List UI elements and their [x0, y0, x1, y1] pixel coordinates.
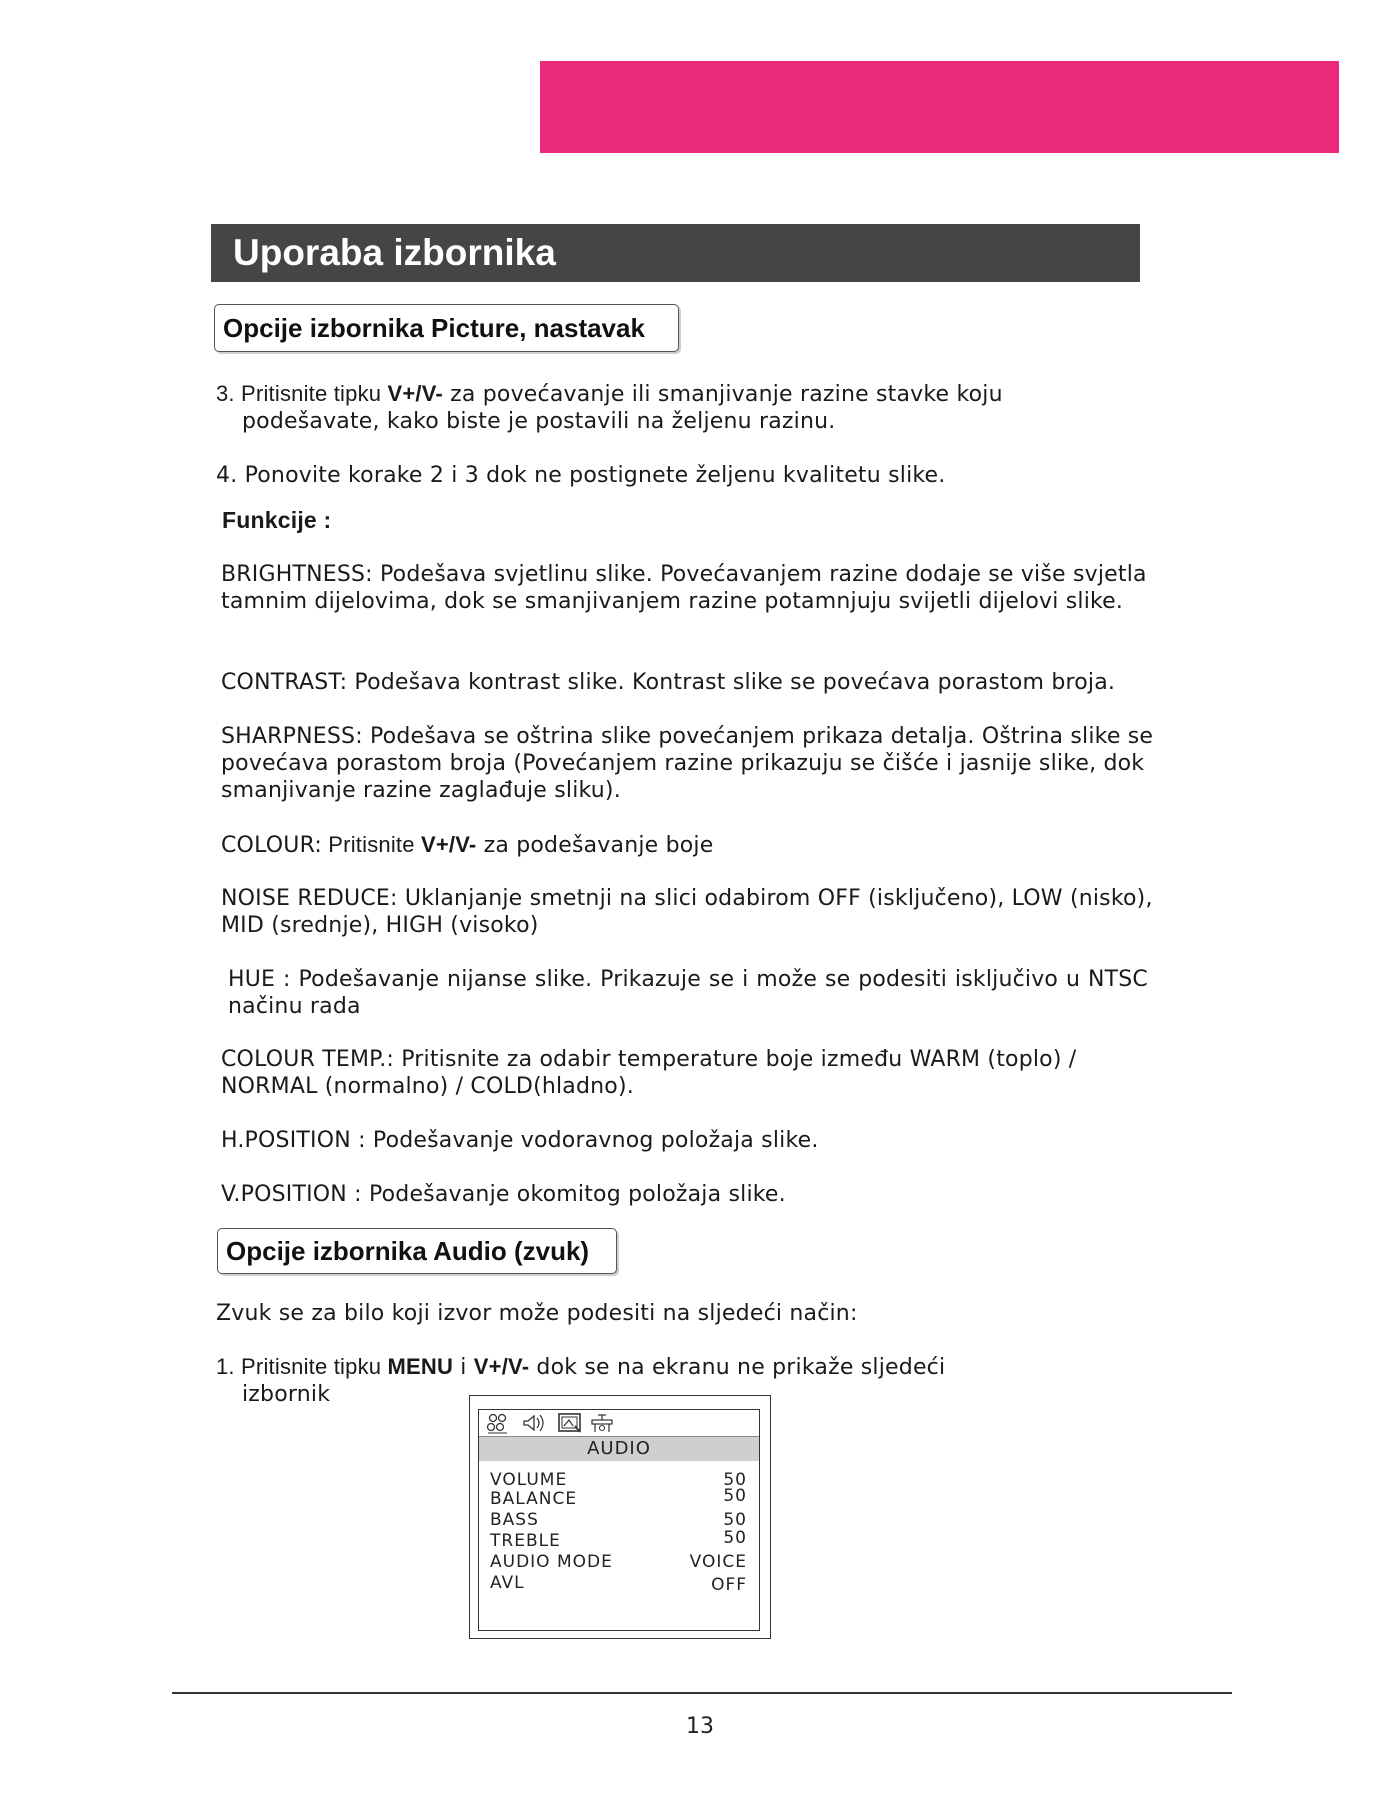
footer-divider [172, 1692, 1232, 1694]
key-menu: MENU [387, 1354, 454, 1379]
colour-description: COLOUR: Pritisnite V+/V- za podešavanje boje [221, 832, 714, 858]
v-position-description: V.POSITION : Podešavanje okomitog položaja slike. [221, 1182, 786, 1207]
osd-frame [478, 1409, 760, 1631]
section-heading-audio: Opcije izbornika Audio (zvuk) [217, 1228, 617, 1274]
key-v-plus-minus: V+/V- [420, 832, 477, 857]
osd-title: AUDIO [479, 1437, 759, 1461]
picture-icon [557, 1412, 583, 1434]
step-3: 3. Pritisnite tipku V+/V- za povećavanje ili smanjivanje razine stavke koju podešavate, kako biste je postavili na željenu razinu. [216, 381, 1003, 434]
osd-row-balance: BALANCE 50 [490, 1486, 747, 1509]
h-position-description: H.POSITION : Podešavanje vodoravnog položaja slike. [221, 1128, 819, 1153]
page-number: 13 [686, 1714, 714, 1739]
osd-row-avl: AVL OFF [490, 1573, 747, 1595]
audio-intro: Zvuk se za bilo koji izvor može podesiti na sljedeći način: [216, 1301, 858, 1326]
step-4: 4. Ponovite korake 2 i 3 dok ne postignete željenu kvalitetu slike. [216, 463, 946, 488]
section-heading-picture: Opcije izbornika Picture, nastavak [214, 304, 679, 352]
settings-icon [589, 1412, 617, 1434]
header-accent-bar [540, 61, 1339, 153]
audio-step-1: 1. Pritisnite tipku MENU i V+/V- dok se na ekranu ne prikaže sljedeći izbornik [216, 1354, 946, 1407]
osd-row-volume: VOLUME 50 [490, 1470, 747, 1490]
colour-temp-description: COLOUR TEMP.: Pritisnite za odabir temperature boje između WARM (toplo) / NORMAL (normalno) / COLD(hladno). [221, 1047, 1077, 1099]
speaker-icon [521, 1412, 547, 1434]
noise-reduce-description: NOISE REDUCE: Uklanjanje smetnji na slici odabirom OFF (isključeno), LOW (nisko), MID (srednje), HIGH (visoko) [221, 886, 1153, 938]
brightness-description: BRIGHTNESS: Podešava svjetlinu slike. Povećavanjem razine dodaje se više svjetla tamnim dijelovima, dok se smanjivanjem razine potamnjuju svijetli dijelovi slike. [221, 562, 1147, 614]
sharpness-description: SHARPNESS: Podešava se oštrina slike povećanjem prikaza detalja. Oštrina slike se povećava porastom broja (Povećanjem razine prikazuju se čišće i jasnije slike, dok smanjivanje razine zaglađuje sliku). [221, 724, 1154, 803]
key-v-plus-minus: V+/V- [473, 1354, 530, 1379]
hue-description: HUE : Podešavanje nijanse slike. Prikazuje se i može se podesiti isključivo u NTSC načinu rada [228, 967, 1148, 1019]
osd-row-audio-mode: AUDIO MODE VOICE [490, 1552, 747, 1572]
functions-label: Funkcije : [222, 507, 332, 533]
osd-row-treble: TREBLE 50 [490, 1528, 747, 1551]
osd-icon-bar [479, 1410, 759, 1437]
channels-icon [485, 1412, 511, 1434]
contrast-description: CONTRAST: Podešava kontrast slike. Kontrast slike se povećava porastom broja. [221, 670, 1116, 695]
page-title: Uporaba izbornika [211, 224, 1140, 282]
key-v-plus-minus: V+/V- [387, 381, 443, 406]
osd-row-bass: BASS 50 [490, 1510, 747, 1530]
audio-osd-menu [469, 1395, 771, 1639]
